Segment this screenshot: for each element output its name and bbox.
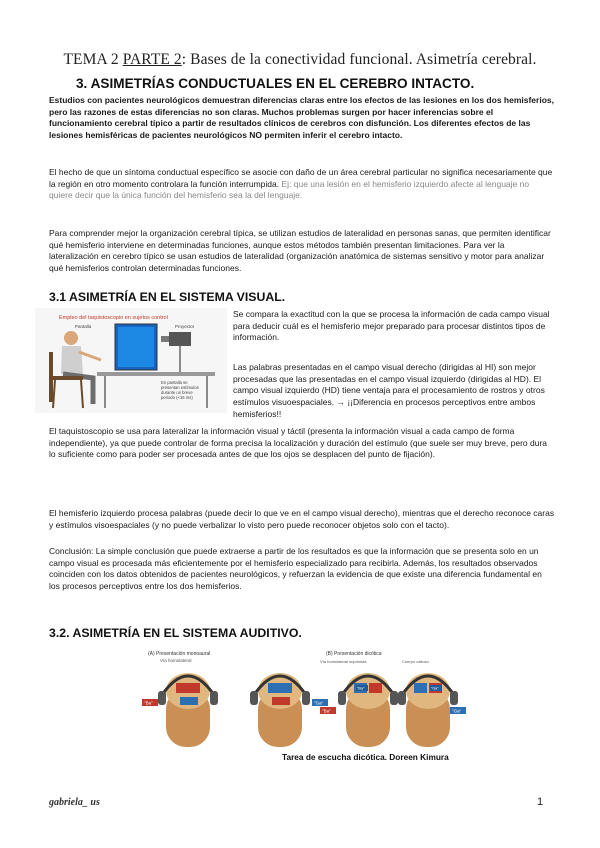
head-1: [158, 673, 218, 747]
title-rest: : Bases de la conectividad funcional. Asimetría cerebral.: [181, 51, 537, 68]
footer-author: gabriela_ us: [49, 797, 100, 808]
word-tag-2: "Ga": [314, 700, 324, 706]
figure-title: Empleo del taquistoscopio en sujetos control: [59, 315, 168, 321]
head-2: [250, 673, 310, 747]
section-3-1-paragraph-5: El hemisferio izquierdo procesa palabras (puede decir lo que ve en el campo visual derecho), mientras que el derecho reconoce caras y estímulos visoespaciales (y no puede verbalizar lo visto pero puede reconocer objetos solo con el tacto).: [49, 508, 555, 530]
label-note: En pantalla se presentan estímulos durante un breve periodo (<15 ms): [161, 380, 199, 400]
head-4: [398, 673, 458, 747]
label-dicotica-sub1: Vía homolateral suprimida: [320, 659, 367, 664]
visual-right-paragraph-2: Las palabras presentadas en el campo visual derecho (dirigidas al HI) son mejor procesadas que las presentadas en el campo visual izquierdo (dirigidas al HD). El campo visual izquierdo (HD) tiene ventaja para el procesamiento de rostros y otros estímulos visuoespaciales. → ¡¡Diferencia en procesos perceptivos entre ambos hemisferios!!: [233, 362, 545, 419]
head-3: [338, 673, 398, 747]
word-tag-1: "Ba": [144, 700, 153, 706]
page-number: 1: [537, 796, 544, 808]
tachistoscope-figure: [35, 308, 227, 413]
section-3-paragraph-1: Estudios con pacientes neurológicos demuestran diferencias claras entre los efectos de las lesiones en los dos hemisferios, pero las razones de estas diferencias no son claras. Muchos problemas surgen por hacer inferencias sobre el funcionamiento cerebral típico a partir de resultados clínicos de cerebros con disfunción. Los diferentes efectos de las lesiones hemisféricas de pacientes neurológicos NO permiten inferir el cerebro intacto.: [49, 95, 554, 141]
section-3-paragraph-3: Para comprender mejor la organización cerebral típica, se utilizan estudios de lateralidad en personas sanas, que permiten identificar qué hemisferio interviene en determinadas funciones, aunque estos métodos también presentan limitaciones. Para ver la lateralización en cerebro típico se usan estudios de lateralidad (organización anatómica de sistemas sensitivo y motor para analizar qué hemisferios controlan determinadas funciones.: [49, 228, 551, 274]
label-dicotica-sub2: Cuerpo calloso: [402, 659, 429, 664]
tachistoscope-illustration: [35, 308, 227, 413]
word-tag-4: "Ga": [452, 708, 462, 714]
word-tag-6: "Ga": [431, 686, 439, 691]
visual-right-paragraph-1: Se compara la exactitud con la que se procesa la información de cada campo visual para deducir cuál es el hemisferio mejor preparado para procesar distintos tipos de información.: [233, 309, 550, 343]
section-3-heading: 3. ASIMETRÍAS CONDUCTUALES EN EL CEREBRO INTACTO.: [76, 76, 475, 91]
section-3-2-heading: 3.2. ASIMETRÍA EN EL SISTEMA AUDITIVO.: [49, 626, 302, 640]
section-3-1-paragraph-4: El taquistoscopio se usa para lateralizar la información visual y táctil (presenta la información visual a cada campo de forma independiente), ya que puede controlar de forma precisa la localización y duración del estímulo (que suele ser muy breve, pero dura lo suficiente como para poder ser procesada antes de que los ojos se desplacen del punto de fijación).: [49, 426, 548, 460]
label-monoaural: (A) Presentación monoaural: [148, 651, 211, 657]
section-3-1-heading: 3.1 ASIMETRÍA EN EL SISTEMA VISUAL.: [49, 290, 286, 304]
section-3-paragraph-2: [49, 167, 555, 202]
label-pantalla: Pantalla: [75, 324, 92, 329]
dichotic-listening-figure: [140, 647, 470, 765]
label-monoaural-sub: Vía homolateral: [160, 658, 192, 663]
paragraph-2-main: El hecho de que un síntoma conductual específico se asocie con daño de un área cerebral particular no significa necesariamente que la región en otro momento controlara la función interrumpida.: [49, 167, 553, 189]
figure-caption: Tarea de escucha dicótica. Doreen Kimura: [282, 752, 449, 762]
section-3-1-paragraph-6: Conclusión: La simple conclusión que puede extraerse a partir de los resultados es que la información que se presenta solo en un campo visual es procesada más eficientemente por el hemisferio especializado para recibirla. Además, los resultados observados coinciden con los datos obtenidos de pacientes neurológicos, y refuerzan la evidencia de que existe una diferencia fundamental en los procesos perceptivos entre los dos hemisferios.: [49, 546, 542, 592]
title-prefix: TEMA 2: [63, 51, 123, 68]
title-link[interactable]: PARTE 2: [122, 51, 182, 68]
word-tag-5: "Ba": [357, 686, 365, 691]
word-tag-3: "Ba": [322, 708, 331, 714]
page-title: [0, 51, 600, 69]
paragraph-2-example: Ej: que una lesión en el hemisferio izquierdo afecte al lenguaje no quiere decir que la única función del hemisferio sea la del lenguaje.: [49, 178, 530, 201]
label-dicotica: (B) Presentación dicótica: [326, 651, 382, 657]
dichotic-illustration: [140, 647, 470, 765]
label-proyector: Proyector: [175, 324, 195, 329]
